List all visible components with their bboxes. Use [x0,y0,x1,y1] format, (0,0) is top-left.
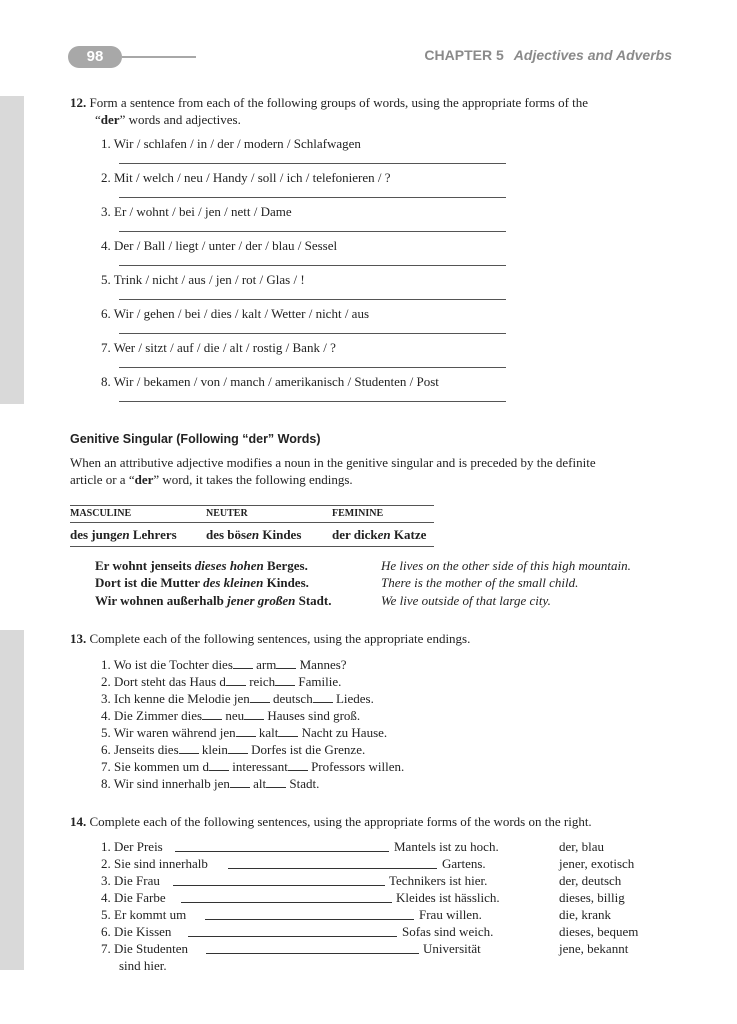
cell-ending: en [116,527,130,542]
header-neuter: NEUTER [206,506,332,523]
cell-text: des jung [70,527,117,542]
item-number: 8. [101,776,111,791]
item-cue: dieses, billig [559,890,625,905]
item-text: arm [256,657,277,672]
q12-item: 1. Wir / schlafen / in / der / modern / Schlafwagen [101,136,361,151]
blank[interactable] [313,693,333,703]
item-text: Sie kommen um d [114,759,209,774]
chapter-title: Adjectives and Adverbs [513,47,672,63]
item-text: Wo ist die Tochter dies [113,657,233,672]
item-cue: die, krank [559,907,611,922]
cell-neuter [206,523,332,547]
cell-feminine [332,523,434,547]
item-text: Nacht zu Hause. [301,725,388,740]
chapter-label [424,47,672,63]
q13-item [101,724,404,741]
q14-item7-continuation: sind hier. [119,958,167,973]
q12-item: 5. Trink / nicht / aus / jen / rot / Glas / ! [101,272,305,287]
genitive-intro-line1: When an attributive adjective modifies a noun in the genitive singular and is preceded by the definite [70,455,596,470]
fill-line[interactable] [173,885,385,886]
item-lead: 4. Die Farbe [101,890,166,905]
q12-instruction-line1: Form a sentence from each of the following groups of words, using the appropriate forms of the [89,95,589,110]
cell-masculine [70,523,206,547]
blank[interactable] [233,659,253,669]
item-number: 1. [101,657,111,672]
q12-item: 3. Er / wohnt / bei / jen / nett / Dame [101,204,292,219]
q12-instruction-rest: ” words and adjectives. [119,112,241,127]
item-lead: 1. Der Preis [101,839,163,854]
item-text: alt [253,776,267,791]
item-text: interessant [232,759,288,774]
genitive-intro [70,454,674,488]
q14-item [101,873,661,890]
ex-highlight: dieses hohen [194,558,264,573]
example-german [95,575,309,591]
q12-answer-line[interactable] [119,299,506,300]
item-text: Hauses sind groß. [267,708,361,723]
cell-noun: Lehrers [129,527,177,542]
blank[interactable] [276,659,296,669]
item-text: Dorfes ist die Grenze. [251,742,366,757]
q13-item [101,656,404,673]
item-number: 7. [101,759,111,774]
fill-line[interactable] [205,919,414,920]
q13-item [101,690,404,707]
q13-item [101,673,404,690]
item-cue: dieses, bequem [559,924,639,939]
item-text: Wir waren während jen [113,725,236,740]
q13-item [101,775,404,792]
q12-answer-line[interactable] [119,367,506,368]
item-lead: 3. Die Frau [101,873,160,888]
genitive-intro-der: der [134,472,154,487]
q12-answer-line[interactable] [119,265,506,266]
q13-instruction [70,631,470,647]
side-tab-upper [0,96,24,404]
endings-table [70,505,434,547]
item-number: 3. [101,691,111,706]
item-text: neu [225,708,245,723]
item-tail: Gartens. [442,856,486,871]
ex-text: Er wohnt jenseits [95,558,195,573]
q14-item [101,839,661,856]
item-text: Mannes? [299,657,347,672]
blank[interactable] [278,727,298,737]
ex-text: Kindes. [263,575,309,590]
cell-text: des bös [206,527,247,542]
blank[interactable] [230,778,250,788]
ex-highlight: jener großen [227,593,296,608]
q14-item [101,941,661,958]
cell-noun: Kindes [259,527,302,542]
blank[interactable] [266,778,286,788]
item-tail: Mantels ist zu hoch. [394,839,499,854]
blank[interactable] [250,693,270,703]
item-lead: 2. Sie sind innerhalb [101,856,208,871]
blank[interactable] [228,744,248,754]
item-text: Familie. [298,674,342,689]
blank[interactable] [202,710,222,720]
item-tail: Sofas sind weich. [402,924,494,939]
blank[interactable] [288,761,308,771]
item-tail: Frau willen. [419,907,482,922]
q13-item [101,707,404,724]
item-text: Dort steht das Haus d [114,674,226,689]
q13-item [101,758,404,775]
item-lead: 7. Die Studenten [101,941,189,956]
blank[interactable] [275,676,295,686]
item-text: Die Zimmer dies [114,708,203,723]
item-number: 2. [101,674,111,689]
q12-item: 8. Wir / bekamen / von / manch / amerikanisch / Studenten / Post [101,374,439,389]
fill-line[interactable] [181,902,392,903]
cell-ending: en [246,527,260,542]
example-german [95,593,331,609]
cell-noun: Katze [390,527,427,542]
item-text: kalt [258,725,279,740]
q12-answer-line[interactable] [119,197,506,198]
example-english: He lives on the other side of this high mountain. [381,558,631,573]
side-tab-lower [0,630,24,970]
item-tail: Technikers ist hier. [389,873,488,888]
item-text: reich [249,674,276,689]
item-cue: jener, exotisch [559,856,635,871]
q12-number: 12. [70,95,87,110]
q12-answer-line[interactable] [119,333,506,334]
fill-line[interactable] [175,851,389,852]
blank[interactable] [226,676,246,686]
q12-der: der [100,112,120,127]
q12-instruction [70,94,674,128]
q13-instruction-text: Complete each of the following sentences, using the appropriate endings. [89,631,471,646]
header-masculine: MASCULINE [70,506,206,523]
ex-text: Dort ist die Mutter [95,575,204,590]
item-tail: Kleides ist hässlich. [396,890,500,905]
fill-line[interactable] [188,936,397,937]
q14-number: 14. [70,814,87,829]
item-text: deutsch [272,691,313,706]
q12-item: 2. Mit / welch / neu / Handy / soll / ich / telefonieren / ? [101,170,391,185]
q14-item [101,856,661,873]
endings-header-row [70,506,434,523]
item-text: Wir sind innerhalb jen [113,776,230,791]
cell-text: der dick [332,527,378,542]
q12-item: 4. Der / Ball / liegt / unter / der / blau / Sessel [101,238,338,253]
endings-row [70,523,434,547]
blank[interactable] [244,710,264,720]
q14-item [101,890,661,907]
fill-line[interactable] [228,868,437,869]
item-text: Jenseits dies [114,742,179,757]
item-text: Professors willen. [311,759,405,774]
q13-item [101,741,404,758]
ex-highlight: des kleinen [203,575,264,590]
section-heading: Genitive Singular (Following “der” Words) [70,432,321,446]
q14-item [101,907,661,924]
page-header [68,42,672,72]
q13-number: 13. [70,631,87,646]
item-text: Stadt. [289,776,320,791]
q12-answer-line[interactable] [119,163,506,164]
q12-quote-open: “ [95,112,101,127]
item-tail: Universität [423,941,481,956]
q14-item [101,924,661,941]
item-cue: jene, bekannt [559,941,629,956]
ex-text: Berges. [263,558,308,573]
header-feminine: FEMININE [332,506,434,523]
item-number: 4. [101,708,111,723]
q12-answer-line[interactable] [119,401,506,402]
q12-item: 6. Wir / gehen / bei / dies / kalt / Wetter / nicht / aus [101,306,370,321]
q12-answer-line[interactable] [119,231,506,232]
q14-instruction-text: Complete each of the following sentences, using the appropriate forms of the words on the right. [89,814,592,829]
chapter-number: CHAPTER 5 [424,47,504,63]
genitive-intro-pre: article or a “ [70,472,135,487]
item-lead: 5. Er kommt um [101,907,187,922]
q14-instruction [70,814,592,830]
blank[interactable] [209,761,229,771]
item-text: Ich kenne die Melodie jen [114,691,250,706]
example-english: We live outside of that large city. [381,593,551,608]
ex-text: Wir wohnen außerhalb [95,593,228,608]
genitive-intro-post: ” word, it takes the following endings. [153,472,353,487]
example-english: There is the mother of the small child. [381,575,579,590]
ex-text: Stadt. [295,593,332,608]
blank[interactable] [179,744,199,754]
page-number: 98 [68,46,122,68]
example-german [95,558,308,574]
item-cue: der, blau [559,839,604,854]
q13-list [101,656,404,792]
item-cue: der, deutsch [559,873,622,888]
q12-item: 7. Wer / sitzt / auf / die / alt / rostig / Bank / ? [101,340,336,355]
item-number: 5. [101,725,111,740]
cell-ending: en [377,527,391,542]
item-text: Liedes. [335,691,374,706]
item-number: 6. [101,742,111,757]
header-rule [122,56,196,58]
fill-line[interactable] [206,953,419,954]
item-lead: 6. Die Kissen [101,924,172,939]
blank[interactable] [236,727,256,737]
item-text: klein [201,742,228,757]
